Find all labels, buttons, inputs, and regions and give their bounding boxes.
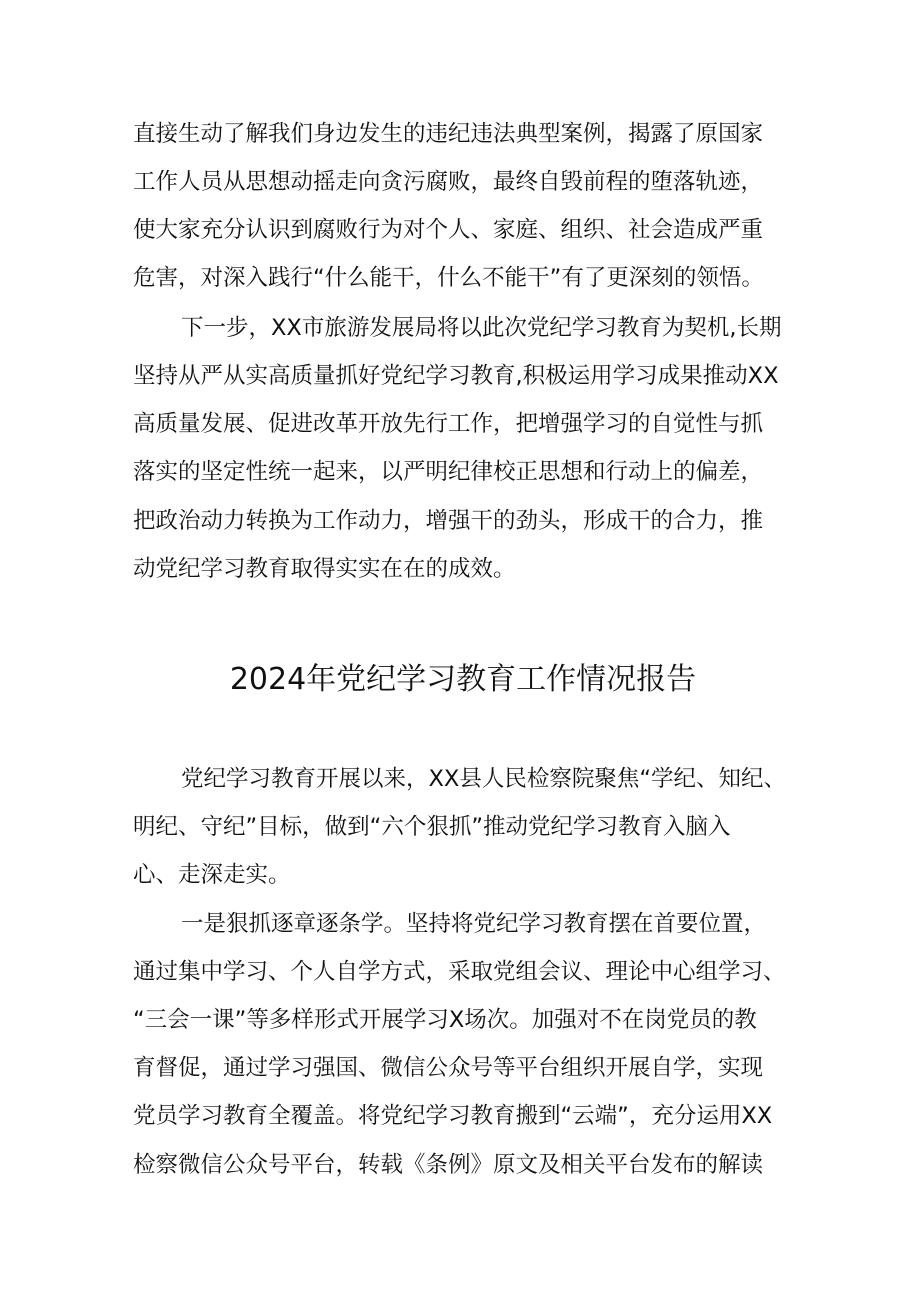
text-line: 落实的坚定性统一起来，以严明纪律校正思想和行动上的偏差， bbox=[133, 459, 764, 485]
document-title: 2024年党纪学习教育工作情况报告 bbox=[229, 662, 697, 697]
text-line: 动党纪学习教育取得实实在在的成效。 bbox=[133, 556, 516, 582]
text-line: 坚持从严从实高质量抓好党纪学习教育,积极运用学习成果推动XX bbox=[133, 363, 779, 389]
text-line: 使大家充分认识到腐败行为对个人、家庭、组织、社会造成严重 bbox=[133, 217, 764, 243]
text-line: 明纪、守纪”目标，做到“六个狠抓”推动党纪学习教育入脑入 bbox=[133, 814, 731, 840]
text-line: 通过集中学习、个人自学方式，采取党组会议、理论中心组学习、 bbox=[133, 959, 786, 985]
text-line: 把政治动力转换为工作动力，增强干的劲头，形成干的合力，推 bbox=[133, 508, 764, 534]
text-line: 党员学习教育全覆盖。将党纪学习教育搬到“云端”，充分运用XX bbox=[133, 1103, 773, 1129]
text-line: 下一步，XX市旅游发展局将以此次党纪学习教育为契机,长期 bbox=[181, 315, 782, 341]
text-line: 一是狠抓逐章逐条学。坚持将党纪学习教育摆在首要位置， bbox=[181, 911, 767, 937]
text-line: 育督促，通过学习强国、微信公众号等平台组织开展自学，实现 bbox=[133, 1055, 764, 1081]
text-line: 直接生动了解我们身边发生的违纪违法典型案例，揭露了原国家 bbox=[133, 121, 764, 147]
text-line: 危害，对深入践行“什么能干，什么不能干”有了更深刻的领悟。 bbox=[133, 265, 764, 291]
text-line: 心、走深走实。 bbox=[133, 862, 291, 888]
text-line: “三会一课”等多样形式开展学习X场次。加强对不在岗党员的教 bbox=[133, 1007, 757, 1033]
text-line: 高质量发展、促进改革开放先行工作，把增强学习的自觉性与抓 bbox=[133, 411, 764, 437]
text-line: 检察微信公众号平台，转载《条例》原文及相关平台发布的解读 bbox=[133, 1152, 764, 1178]
text-line: 工作人员从思想动摇走向贪污腐败，最终自毁前程的堕落轨迹， bbox=[133, 169, 764, 195]
text-line: 党纪学习教育开展以来，XX县人民检察院聚焦“学纪、知纪、 bbox=[181, 766, 786, 792]
